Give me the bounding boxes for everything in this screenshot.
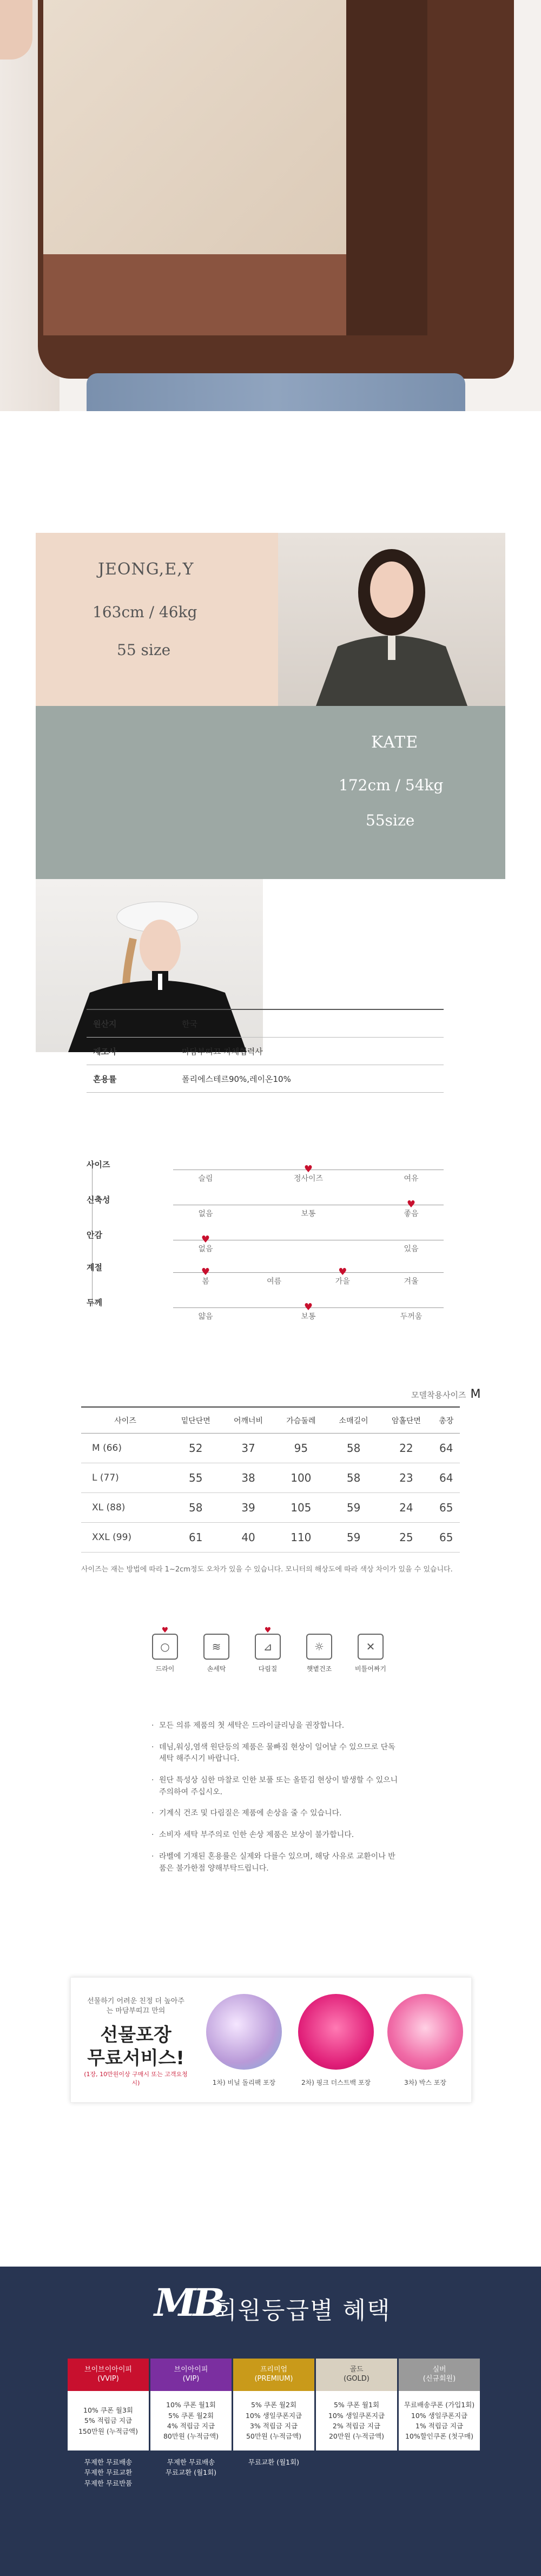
scale-option: 있음 xyxy=(404,1245,419,1253)
no-bleach-icon: ✕ xyxy=(358,1634,384,1660)
tier-benefits xyxy=(68,2391,149,2450)
model-size-value: M xyxy=(470,1388,481,1401)
size-cell: 64 xyxy=(433,1434,460,1463)
model-1-size: 55 size xyxy=(117,641,171,659)
gift-package-1-photo xyxy=(206,1994,282,2070)
heart-icon: ♥ xyxy=(201,1266,210,1278)
size-cell: 25 xyxy=(380,1523,432,1553)
care-item xyxy=(352,1634,390,1673)
tier-name: 브이아이피 xyxy=(174,2366,208,2374)
scale-option: 없음 xyxy=(198,1210,213,1218)
table-row xyxy=(81,1463,460,1493)
membership-tier xyxy=(316,2359,397,2457)
membership-tier xyxy=(150,2359,232,2478)
model-1-photo xyxy=(278,533,505,706)
care-item xyxy=(249,1626,287,1673)
tier-grade: (PREMIUM) xyxy=(254,2375,293,2383)
tier-benefits xyxy=(399,2391,480,2450)
size-cell: XXL (99) xyxy=(81,1523,169,1553)
size-table xyxy=(81,1406,460,1553)
membership-tier xyxy=(399,2359,480,2457)
size-cell: 52 xyxy=(169,1434,222,1463)
product-photo xyxy=(0,0,541,411)
care-label: 손세탁 xyxy=(207,1665,226,1673)
scale-option: 가을 xyxy=(335,1277,350,1286)
size-cell: 22 xyxy=(380,1434,432,1463)
tier-benefit: 5% 쿠폰 월2회 xyxy=(168,2411,214,2420)
model-1-figure xyxy=(278,533,505,706)
tier-shipping-item: 무제한 무료배송 xyxy=(84,2458,133,2466)
table-row xyxy=(87,1065,444,1093)
tier-benefit: 10% 쿠폰 월3회 xyxy=(83,2406,133,2414)
scale-row xyxy=(87,1187,444,1220)
care-instructions xyxy=(146,1626,417,1699)
tier-benefit: 10%할인쿠폰 (첫구매) xyxy=(405,2432,474,2441)
blouse-dark-panel xyxy=(346,0,427,335)
gift-headline xyxy=(87,2024,184,2070)
care-label: 비틀어짜기 xyxy=(355,1665,386,1673)
tier-benefit: 10% 생일쿠폰지급 xyxy=(328,2411,385,2420)
tier-name: 골드 xyxy=(349,2366,364,2374)
membership-tier xyxy=(68,2359,149,2488)
table-row xyxy=(81,1523,460,1553)
tier-benefit: 2% 적립금 지급 xyxy=(332,2422,381,2430)
gift-intro: 선물하기 어려운 친정 더 높아주는 마담부띠끄 만의 xyxy=(87,1997,184,2016)
tier-benefit: 80만원 (누적금액) xyxy=(163,2432,219,2441)
note-item: · 데님,워싱,염색 원단등의 제품은 물빠짐 현상이 일어날 수 있으므로 단독 세탁 해주시기 바랍니다. xyxy=(151,1742,400,1765)
tier-name: 실버 xyxy=(432,2366,446,2374)
dry-clean-icon: ○ xyxy=(152,1634,178,1660)
scale-label: 안감 xyxy=(87,1230,102,1240)
tier-benefit: 10% 쿠폰 월1회 xyxy=(166,2401,216,2409)
column-header: 어깨너비 xyxy=(222,1407,274,1434)
column-header: 밑단단면 xyxy=(169,1407,222,1434)
size-cell: 65 xyxy=(433,1493,460,1523)
column-header: 총장 xyxy=(433,1407,460,1434)
blouse-brown-hem xyxy=(43,254,346,335)
table-row xyxy=(87,1009,444,1038)
tier-benefit: 5% 쿠폰 월2회 xyxy=(250,2401,297,2409)
size-cell: 55 xyxy=(169,1463,222,1493)
table-row xyxy=(81,1493,460,1523)
heart-icon: ♥ xyxy=(338,1266,347,1278)
scale-row xyxy=(87,1223,444,1255)
tier-benefit: 20만원 (누적금액) xyxy=(328,2432,385,2441)
membership-title: 회원등급별 혜택 xyxy=(214,2297,391,2324)
gift-package-3-label: 3차) 박스 포장 xyxy=(404,2079,446,2086)
tier-shipping xyxy=(68,2457,149,2488)
tier-benefit: 4% 적립금 지급 xyxy=(167,2422,215,2430)
iron-icon: ⊿ xyxy=(255,1634,281,1660)
tier-benefit: 5% 적립금 지급 xyxy=(84,2416,133,2425)
size-cell: 23 xyxy=(380,1463,432,1493)
heart-icon: ♥ xyxy=(406,1199,416,1210)
scale-option: 여유 xyxy=(404,1174,419,1183)
tier-benefit: 1% 적립금 지급 xyxy=(415,2422,464,2430)
scale-option: 정사이즈 xyxy=(293,1174,324,1183)
shade-dry-icon: ☼ xyxy=(306,1634,332,1660)
size-cell: 105 xyxy=(275,1493,327,1523)
size-table-header xyxy=(81,1407,460,1434)
scale-bar xyxy=(173,1272,444,1273)
scale-option: 보통 xyxy=(301,1210,316,1218)
product-info-table xyxy=(87,1009,444,1093)
note-item: · 기계식 건조 및 다림질은 제품에 손상을 줄 수 있습니다. xyxy=(151,1808,400,1820)
scale-row xyxy=(87,1255,444,1287)
brand-logo: MB xyxy=(154,2280,222,2325)
size-cell: L (77) xyxy=(81,1463,169,1493)
gift-headline-1: 선물포장 xyxy=(100,2024,171,2046)
model-2-name: KATE xyxy=(371,733,419,752)
care-label: 햇볕건조 xyxy=(306,1665,332,1673)
model-size-caption xyxy=(411,1388,480,1401)
table-row xyxy=(87,1038,444,1065)
tier-grade: (VVIP) xyxy=(97,2375,119,2383)
size-cell: 39 xyxy=(222,1493,274,1523)
model-1-spec: 163cm / 46kg xyxy=(93,603,197,621)
model-2-spec: 172cm / 54kg xyxy=(339,776,444,794)
model-1-card xyxy=(36,533,505,706)
tier-grade: (GOLD) xyxy=(344,2375,370,2383)
size-cell: 59 xyxy=(327,1493,380,1523)
size-cell: 38 xyxy=(222,1463,274,1493)
scale-option: 여름 xyxy=(267,1277,282,1286)
tier-shipping-item: 무제한 무료배송 xyxy=(167,2458,215,2466)
size-cell: 59 xyxy=(327,1523,380,1553)
model-hand xyxy=(0,0,32,60)
scale-row xyxy=(87,1152,444,1185)
gift-condition: (1장, 10만원이상 구매시 또는 고객요청시) xyxy=(84,2071,188,2086)
hand-wash-icon: ≋ xyxy=(203,1634,229,1660)
tier-benefits xyxy=(316,2391,397,2450)
scale-row xyxy=(87,1290,444,1323)
scale-label: 두께 xyxy=(87,1298,102,1307)
care-notes xyxy=(151,1720,400,1884)
note-item: · 원단 특성상 심한 마찰로 인한 보풀 또는 올뜯김 현상이 발생할 수 있으니 주의하여 주십시오. xyxy=(151,1775,400,1798)
blouse-beige-panel xyxy=(43,0,346,254)
care-item xyxy=(146,1626,184,1673)
scale-label: 계절 xyxy=(87,1263,102,1272)
model-2-card xyxy=(36,706,505,879)
info-value: 폴리에스테르90%,레이온10% xyxy=(175,1065,444,1093)
scale-label: 신축성 xyxy=(87,1195,110,1205)
scale-option: 슬림 xyxy=(198,1174,213,1183)
gift-package-2-photo xyxy=(298,1994,374,2070)
scale-option: 없음 xyxy=(198,1245,213,1253)
size-cell: 24 xyxy=(380,1493,432,1523)
info-label: 제조사 xyxy=(87,1038,175,1065)
gift-headline-2: 무료서비스! xyxy=(87,2047,184,2069)
scale-option: 두꺼움 xyxy=(400,1312,423,1321)
size-cell: 58 xyxy=(327,1463,380,1493)
gift-package-1-label: 1차) 비닐 돌리팩 포장 xyxy=(212,2079,276,2086)
size-cell: 110 xyxy=(275,1523,327,1553)
info-label: 원산지 xyxy=(87,1009,175,1038)
tier-benefits xyxy=(233,2391,314,2450)
size-cell: 95 xyxy=(275,1434,327,1463)
tier-grade: (VIP) xyxy=(182,2375,200,2383)
info-value: 한국 xyxy=(175,1009,444,1038)
tier-benefit: 150만원 (누적금액) xyxy=(78,2427,138,2435)
tier-shipping xyxy=(233,2457,314,2467)
tier-name: 브이브이아이피 xyxy=(84,2366,132,2374)
gift-wrap-banner xyxy=(70,1977,472,2103)
scale-option: 봄 xyxy=(202,1277,209,1286)
heart-icon: ♥ xyxy=(264,1626,272,1635)
gift-package-3-photo xyxy=(387,1994,463,2070)
gift-package-2-label: 2차) 핑크 더스트백 포장 xyxy=(301,2079,371,2086)
size-cell: 61 xyxy=(169,1523,222,1553)
model-size-label: 모델착용사이즈 xyxy=(411,1390,466,1400)
care-label: 드라이 xyxy=(155,1665,175,1673)
note-item: · 소비자 세탁 부주의로 인한 손상 제품은 보상이 불가합니다. xyxy=(151,1829,400,1841)
size-cell: 40 xyxy=(222,1523,274,1553)
size-cell: XL (88) xyxy=(81,1493,169,1523)
tier-header xyxy=(150,2359,232,2391)
tier-benefit: 무료배송쿠폰 (가입1회) xyxy=(404,2401,475,2409)
tier-shipping-item: 무제한 무료교환 xyxy=(84,2468,133,2477)
tier-benefit: 10% 생일쿠폰지급 xyxy=(411,2411,468,2420)
size-cell: 64 xyxy=(433,1463,460,1493)
model-2-size: 55size xyxy=(366,811,415,829)
info-label: 혼용률 xyxy=(87,1065,175,1093)
tier-shipping xyxy=(150,2457,232,2478)
heart-icon: ♥ xyxy=(201,1234,210,1245)
tier-grade: (신규회원) xyxy=(423,2375,456,2383)
scale-label: 사이즈 xyxy=(87,1160,110,1170)
heart-icon: ♥ xyxy=(304,1164,313,1175)
model-1-name: JEONG,E,Y xyxy=(98,560,194,579)
column-header: 가슴둘레 xyxy=(275,1407,327,1434)
care-item xyxy=(300,1634,338,1673)
tier-shipping-item: 무료교환 (월1회) xyxy=(165,2468,217,2477)
column-header: 사이즈 xyxy=(81,1407,169,1434)
size-cell: 100 xyxy=(275,1463,327,1493)
jeans xyxy=(87,373,465,411)
model-info xyxy=(36,533,505,879)
tier-benefit: 3% 적립금 지급 xyxy=(249,2422,298,2430)
tier-benefit: 5% 쿠폰 월1회 xyxy=(333,2401,380,2409)
scale-option: 겨울 xyxy=(404,1277,419,1286)
tier-header xyxy=(68,2359,149,2391)
size-cell: 58 xyxy=(327,1434,380,1463)
care-label: 다림질 xyxy=(258,1665,278,1673)
tier-benefits xyxy=(150,2391,232,2450)
column-header: 암홀단면 xyxy=(380,1407,432,1434)
membership-section xyxy=(0,2267,541,2576)
heart-icon: ♥ xyxy=(304,1302,313,1313)
note-item: · 라벨에 기재된 혼용률은 실제와 다를수 있으며, 해당 사유로 교환이나 반품은 불가한점 양해부탁드립니다. xyxy=(151,1851,400,1874)
table-row xyxy=(81,1434,460,1463)
scale-option: 얇음 xyxy=(198,1312,213,1321)
tier-header xyxy=(233,2359,314,2391)
size-note: 사이즈는 재는 방법에 따라 1~2cm정도 오차가 있을 수 있습니다. 모니터의 해상도에 따라 색상 차이가 있을 수 있습니다. xyxy=(81,1566,453,1574)
tier-benefit: 50만원 (누적금액) xyxy=(246,2432,302,2441)
size-cell: M (66) xyxy=(81,1434,169,1463)
scale-option: 보통 xyxy=(301,1312,316,1321)
tier-benefit: 10% 생일쿠폰지급 xyxy=(245,2411,302,2420)
tier-name: 프리미엄 xyxy=(260,2366,288,2374)
care-item xyxy=(197,1634,235,1673)
heart-icon: ♥ xyxy=(161,1626,169,1635)
size-cell: 37 xyxy=(222,1434,274,1463)
membership-tier xyxy=(233,2359,314,2467)
tier-shipping-item: 무제한 무료반품 xyxy=(84,2479,133,2487)
scale-option: 좋음 xyxy=(404,1210,419,1218)
size-cell: 58 xyxy=(169,1493,222,1523)
column-header: 소매길이 xyxy=(327,1407,380,1434)
note-item: · 모든 의류 제품의 첫 세탁은 드라이클리닝을 권장합니다. xyxy=(151,1720,400,1732)
tier-header xyxy=(316,2359,397,2391)
info-value: 마담부띠끄 자체협력사 xyxy=(175,1038,444,1065)
tier-shipping-item: 무료교환 (월1회) xyxy=(248,2458,300,2466)
tier-header xyxy=(399,2359,480,2391)
size-cell: 65 xyxy=(433,1523,460,1553)
